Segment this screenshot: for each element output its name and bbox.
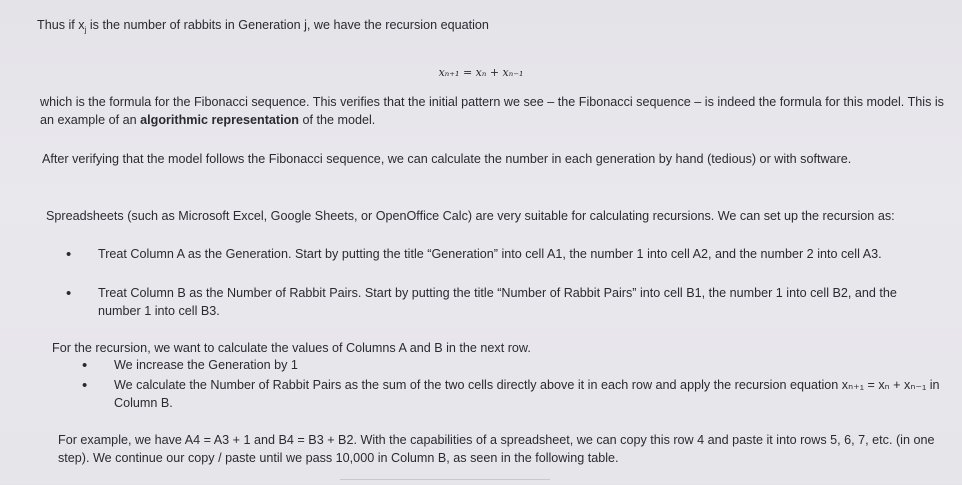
fibonacci-text-start: which is the formula for the Fibonacci sequence. This verifies that the initial pattern we see – the Fibonacci sequence – is indeed the formula for this model. This is an example of an (40, 95, 944, 127)
table-top-edge (340, 479, 550, 485)
list-item-text: We increase the Generation by 1 (114, 358, 298, 372)
intro-text-start: Thus if x (37, 18, 85, 32)
bullet-glyph: • (66, 285, 72, 302)
paragraph-spreadsheets: Spreadsheets (such as Microsoft Excel, Google Sheets, or OpenOffice Calc) are very suitable for calculating recursions. We can set up the recursion as: (46, 209, 895, 223)
bullet-glyph: • (66, 246, 72, 263)
bullet-glyph: • (82, 357, 88, 374)
list-item-text: Treat Column A as the Generation. Start by putting the title “Generation” into cell A1, the number 1 into cell A2, and the number 2 into cell A3. (98, 247, 882, 261)
list-item-column-b (66, 285, 936, 320)
recursion-equation (0, 64, 962, 83)
list-item-text: Treat Column B as the Number of Rabbit Pairs. Start by putting the title “Number of Rabbit Pairs” into cell B1, the number 1 into cell B2, and the number 1 into cell B3. (98, 286, 897, 318)
algorithmic-representation-term: algorithmic representation (140, 112, 299, 127)
bullet-glyph: • (82, 377, 88, 394)
list-item-increase-generation (82, 357, 942, 375)
paragraph-software: After verifying that the model follows the Fibonacci sequence, we can calculate the number in each generation by hand (tedious) or with software. (42, 152, 852, 166)
list-item-rabbit-pairs (82, 377, 942, 412)
paragraph-recursion: For the recursion, we want to calculate the values of Columns A and B in the next row. (52, 341, 531, 355)
list-item-column-a (66, 246, 936, 264)
paragraph-example: For example, we have A4 = A3 + 1 and B4 = B3 + B2. With the capabilities of a spreadsheet, we can copy this row 4 and paste it into rows 5, 6, 7, etc. (in one step). We continue our copy / paste until we pass 10,000 in Column B, as seen in the following table. (58, 433, 935, 465)
paragraph-fibonacci (40, 94, 945, 129)
list-item-text: We calculate the Number of Rabbit Pairs as the sum of the two cells directly above it in each row and apply the recursion equation xₙ₊₁ = xₙ + xₙ₋₁ in Column B. (114, 378, 940, 410)
intro-text-end: is the number of rabbits in Generation j, we have the recursion equation (86, 18, 489, 32)
paragraph-intro (37, 17, 937, 39)
equation-text: xₙ₊₁ = xₙ + xₙ₋₁ (438, 66, 524, 79)
intro-subscript: j (84, 25, 87, 35)
fibonacci-text-end: of the model. (298, 112, 376, 127)
